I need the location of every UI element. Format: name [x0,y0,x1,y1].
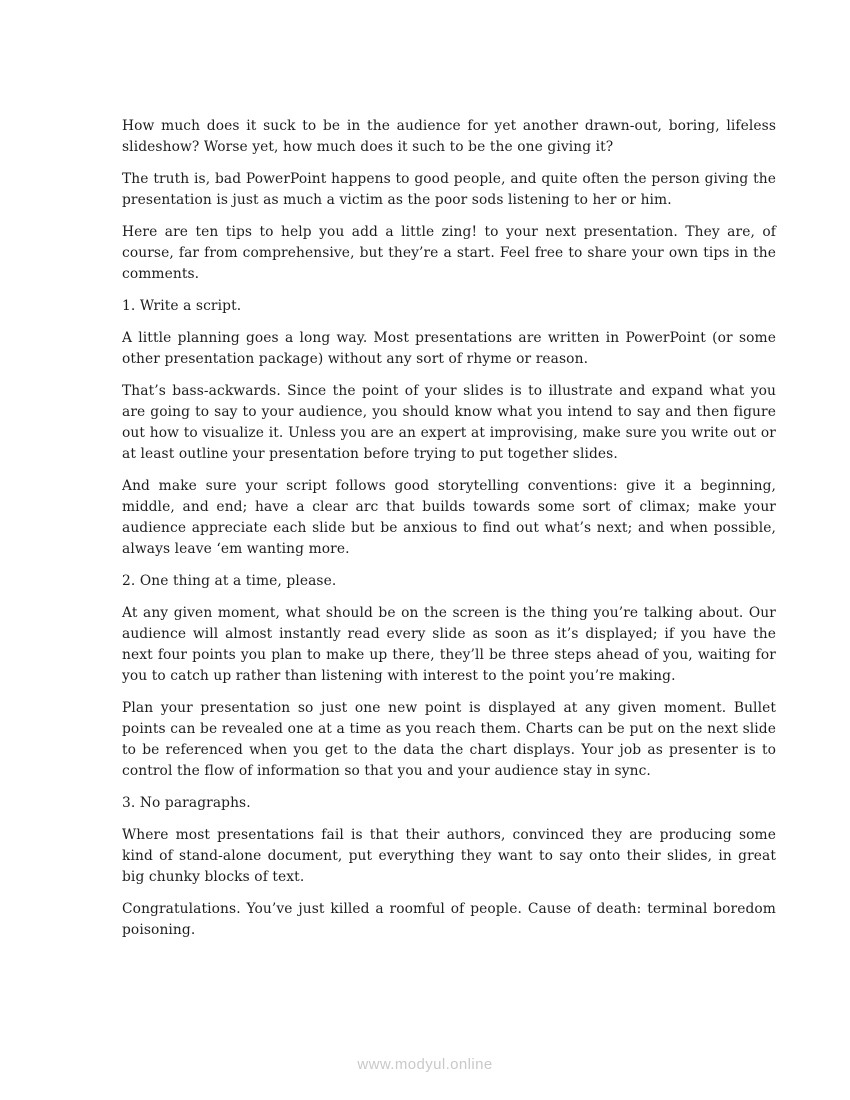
document-body [122,116,776,952]
section-heading-3: 3. No paragraphs. [122,795,251,811]
paragraph: A little planning goes a long way. Most presentations are written in PowerPoint (or some other presentation package) without any sort of rhyme or reason. [122,330,776,367]
paragraph: Congratulations. You’ve just killed a roomful of people. Cause of death: terminal boredom poisoning. [122,901,776,938]
section-heading-2: 2. One thing at a time, please. [122,573,337,589]
paragraph: Where most presentations fail is that their authors, convinced they are producing some kind of stand-alone document, put everything they want to say onto their slides, in great big chunky blocks of text. [122,827,776,885]
paragraph: Here are ten tips to help you add a little zing! to your next presentation. They are, of course, far from comprehensive, but they’re a start. Feel free to share your own tips in the comments. [122,224,776,282]
paragraph: At any given moment, what should be on the screen is the thing you’re talking about. Our audience will almost instantly read every slide as soon as it’s displayed; if you have the next four points you plan to make up there, they’ll be three steps ahead of you, waiting for you to catch up rather than listening with interest to the point you’re making. [122,605,776,684]
paragraph: Plan your presentation so just one new point is displayed at any given moment. Bullet points can be revealed one at a time as you reach them. Charts can be put on the next slide to be referenced when you get to the data the chart displays. Your job as presenter is to control the flow of information so that you and your audience stay in sync. [122,700,776,779]
paragraph: How much does it suck to be in the audience for yet another drawn-out, boring, lifeless slideshow? Worse yet, how much does it such to be the one giving it? [122,118,776,155]
paragraph: And make sure your script follows good storytelling conventions: give it a beginning, middle, and end; have a clear arc that builds towards some sort of climax; make your audience appreciate each slide but be anxious to find out what’s next; and when possible, always leave ‘em wanting more. [122,478,776,557]
paragraph: That’s bass-ackwards. Since the point of your slides is to illustrate and expand what you are going to say to your audience, you should know what you intend to say and then figure out how to visualize it. Unless you are an expert at improvising, make sure you write out or at least outline your presentation before trying to put together slides. [122,383,776,462]
section-heading-1: 1. Write a script. [122,298,242,314]
paragraph: The truth is, bad PowerPoint happens to good people, and quite often the person giving the presentation is just as much a victim as the poor sods listening to her or him. [122,171,776,208]
watermark-url: www.modyul.online [357,1056,493,1073]
